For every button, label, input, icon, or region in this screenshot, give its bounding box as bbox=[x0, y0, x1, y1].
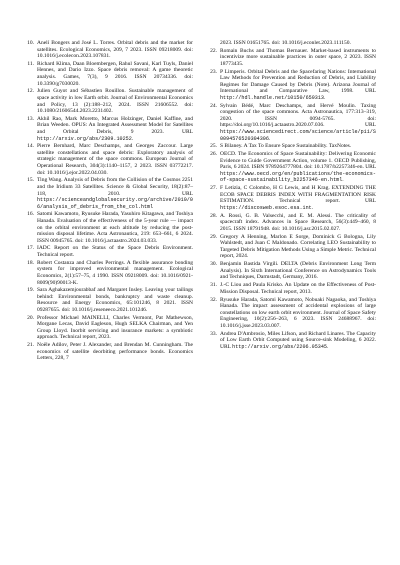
reference-text bbox=[220, 103, 376, 142]
reference-citation: Romain Buchs and Thomas Bernauer. Market-based instruments to incentivize more sustainable practices in outer space, 2 2023. ISSN 18773435. bbox=[220, 47, 376, 67]
reference-tail: . bbox=[342, 177, 344, 184]
reference-number: 25. bbox=[210, 143, 217, 150]
reference-number: 17. bbox=[27, 245, 34, 252]
reference-text bbox=[37, 88, 193, 114]
reference-number: 24. bbox=[210, 102, 217, 109]
reference-number: 22. bbox=[210, 47, 217, 54]
reference-entry bbox=[24, 342, 193, 362]
reference-citation: Noële Adilov, Peter J. Alexander, and Brendan M. Cunningham. The economics of satellite deorbiting performance bonds. Economics Letters, 228, 7 bbox=[37, 342, 193, 362]
reference-citation: OECD. The Economics of Space Sustainability: Delivering Economic Evidence to Guide Government Action, volume 1. OECD Publishing, Paris, 6 2024. ISBN 9789264777804. doi: 10.1787/b2257346-en. URL bbox=[220, 151, 376, 171]
reference-number: 16. bbox=[27, 211, 34, 218]
reference-text bbox=[37, 342, 193, 362]
reference-citation: Robert Costanza and Charles Perrings. A flexible assurance bonding system for improved environmental management. Ecological Economics, 2(1):57–75, 4 1990. ISSN 09218009. doi: 10.1016/0921-8009(90)90013-K. bbox=[37, 259, 193, 286]
reference-entry bbox=[24, 245, 193, 258]
reference-url-link[interactable]: https://www.oecd.org/en/publications/the-economics-of-space-sustainability_b2257346-en.html bbox=[220, 170, 376, 184]
reference-citation: Anelí Bongers and José L. Torres. Orbital debris and the market for satellites. Ecological Economics, 209, 7 2023. ISSN 09218009. doi: 10.1016/j.ecolecon.2023.107831. bbox=[37, 40, 193, 60]
reference-citation: Sara Aghakazemjourabbaf and Margaret Insley. Leaving your tailings behind: Environmental bonds, bankruptcy and waste cleanup. Resource and Energy Economics, 65:101246, 8 2021. ISSN 09287655. doi: 10.1016/j.reseneeco.2021.101246. bbox=[37, 287, 193, 313]
reference-entry bbox=[207, 69, 376, 102]
reference-text bbox=[37, 287, 193, 313]
reference-citation: Julien Guyot and Sébastien Rouillon. Sustainable management of space activity in low Earth orbit. Journal of Environmental Economics and Policy, 13 (2):188–212, 2024. ISSN 21606552. doi: 10.1080/21606544.2023.2231402. bbox=[37, 88, 193, 115]
reference-entry bbox=[207, 103, 376, 142]
reference-entry bbox=[207, 151, 376, 184]
reference-entry bbox=[24, 40, 193, 60]
reference-citation: Sylvain Bédé, Marc Deschamps, and Hervé Moulin. Taxing congestion of the space commons. Acta Astronautica, 177:313–319, 2020. ISSN 0094-5765. doi: https://doi.org/10.1016/j.actaastro.2020.07.036. URL bbox=[220, 102, 376, 129]
reference-text bbox=[220, 234, 376, 260]
reference-url-link[interactable]: https://discosweb.esoc.esa.int bbox=[220, 204, 312, 211]
reference-entry bbox=[24, 61, 193, 87]
reference-entry bbox=[24, 211, 193, 244]
reference-citation: S Bilaney. A Tax To Ensure Space Sustainability. TaxNotes. bbox=[220, 143, 352, 150]
reference-entry bbox=[207, 48, 376, 68]
reference-text bbox=[37, 315, 193, 341]
reference-citation: A. Rossi, G. B. Valsecchi, and E. M. Alessi. The criticality of spacecraft index. Advances in Space Research, 56(3):449–460, 8 2015. ISSN 18791948. doi: 10.1016/j.asr.2015.02.027. bbox=[220, 212, 376, 232]
reference-citation: Akhil Rao, Mark Moretto, Marcus Holzinger, Daniel Kaffine, and Brian Weeden. OPUS: An Integrated Assessment Model for Satellites and Orbital Debris, 9 2023. URL bbox=[37, 115, 193, 135]
reference-text bbox=[220, 261, 376, 281]
reference-citation: Professor Michael MAINELLI, Charles Vermont, Pat Mathewson, Morgane Lecas, David Eagleson, Hugh SELKA Chairman, and Yen Group Lloyd. Inorbit servicing and insurance markets: a symbiotic approach. Technical report, 2023. bbox=[37, 314, 193, 341]
reference-text bbox=[37, 40, 193, 60]
reference-number: 14. bbox=[27, 143, 34, 150]
reference-tail: . bbox=[311, 204, 314, 211]
reference-number: 27. bbox=[210, 185, 217, 192]
reference-entry bbox=[24, 287, 193, 313]
reference-text bbox=[220, 151, 376, 184]
reference-number: 26. bbox=[210, 151, 217, 158]
reference-number: 18. bbox=[27, 259, 34, 266]
reference-url-link[interactable]: https://www.sciencedirect.com/science/article/pii/S0094576520304306 bbox=[220, 129, 376, 142]
reference-number: 32. bbox=[210, 296, 217, 303]
reference-tail: . bbox=[131, 135, 134, 142]
reference-citation: Satomi Kawamoto, Ryusuke Harada, Yasuhiro Kitagawa, and Toshiya Hanada. Evaluation of the effectiveness of the 5-year rule — impact on the orbital environment at each altitude by reducing the post-mission disposal lifetime. Acta Astronautica, 219: 653–661, 6 2024. ISSN 00945765. doi: 10.1016/j.actaastro.2024.03.033. bbox=[37, 211, 193, 244]
reference-tail: . bbox=[268, 135, 271, 142]
reference-citation: Benjamin Bastida Virgili. DELTA (Debris Environment Long Term Analysis). In Sixth International Conference on Astrodynamics Tools and Techniques, Darmstadt, Germany, 2016. bbox=[220, 261, 376, 281]
reference-citation: 2023. ISSN 01651765. doi: 10.1016/j.econlet.2023.111150. bbox=[220, 40, 351, 46]
references-right-column bbox=[207, 40, 376, 565]
reference-entry bbox=[207, 213, 376, 233]
reference-citation: Ryusuke Harada, Satomi Kawamoto, Nobuaki Nagaoka, and Toshiya Hanada. The impact assessment of accidental explosions of large constellations on low earth orbit environment. Journal of Space Safety Engineering, 10(2):256–263, 6 2023. ISSN 24688967. doi: 10.1016/j.jsse.2023.03.007. bbox=[220, 296, 376, 329]
reference-number: 12. bbox=[27, 88, 34, 95]
reference-number: 23. bbox=[210, 68, 217, 75]
reference-citation: IADC Report on the Status of the Space Debris Environment. Technical report. bbox=[37, 245, 193, 259]
reference-url-link[interactable]: http://arxiv.org/abs/2206.05345 bbox=[232, 343, 327, 350]
reference-number: 20. bbox=[27, 314, 34, 321]
reference-number: 13. bbox=[27, 115, 34, 122]
reference-citation: F Letizia, C Colombo, H G Lewis, and H Krag. EXTENDING THE ECOB SPACE DEBRIS INDEX WITH FRAGMENTATION RISK ESTIMATION. Technical report. URL bbox=[220, 185, 376, 205]
reference-text bbox=[220, 48, 376, 68]
reference-number: 15. bbox=[27, 177, 34, 184]
reference-text bbox=[220, 185, 376, 211]
reference-entry bbox=[24, 315, 193, 341]
reference-number: 28. bbox=[210, 212, 217, 219]
reference-entry bbox=[24, 88, 193, 114]
reference-text bbox=[220, 69, 376, 102]
references-left-column bbox=[24, 40, 193, 565]
reference-entry bbox=[207, 331, 376, 351]
reference-number: 31. bbox=[210, 282, 217, 289]
reference-citation: Pierre Bernhard, Marc Deschamps, and Georges Zaccour. Large satellite constellations and space debris: Exploratory analysis of strategic management of the space commons. European Journal of Operational Research, 304(3):1140–1157, 2 2023. ISSN 03772217. doi: 10.1016/j.ejor.2022.04.030. bbox=[37, 143, 193, 176]
reference-entry bbox=[207, 185, 376, 211]
reference-number: 30. bbox=[210, 261, 217, 268]
reference-text bbox=[220, 297, 376, 330]
reference-text bbox=[37, 61, 193, 87]
reference-text bbox=[220, 40, 376, 47]
reference-entry bbox=[207, 297, 376, 330]
reference-tail: . bbox=[326, 343, 329, 350]
reference-number: 29. bbox=[210, 233, 217, 240]
reference-text bbox=[37, 116, 193, 142]
reference-text bbox=[37, 211, 193, 244]
reference-entry bbox=[207, 282, 376, 295]
reference-entry bbox=[24, 260, 193, 286]
reference-entry bbox=[207, 143, 376, 150]
reference-number: 10. bbox=[27, 40, 34, 46]
reference-entry bbox=[24, 177, 193, 210]
reference-text bbox=[37, 177, 193, 210]
reference-entry bbox=[24, 143, 193, 176]
reference-text bbox=[37, 245, 193, 258]
reference-text bbox=[37, 143, 193, 176]
reference-citation: Richard Klima, Daan Bloembergen, Rahul Savani, Karl Tuyls, Daniel Hennes, and Dario Izzo. Space debris removal: A game theoretic analysis. Games, 7(3), 9 2016. ISSN 20734336. doi: 10.3390/g7030020. bbox=[37, 60, 193, 87]
reference-url-link[interactable]: http://arxiv.org/abs/2309.10252 bbox=[37, 135, 132, 142]
reference-citation: P Limperis. Orbital Debris and the Spacefaring Nations: International Law Methods for Prevention and Reduction of Debris, and Liability Regimes for Damage Caused by Debris (Note). Arizona Journal of International and Comparative Law, 1998. URL bbox=[220, 68, 376, 95]
reference-number: 33. bbox=[210, 330, 217, 337]
reference-text bbox=[37, 260, 193, 286]
reference-entry bbox=[207, 40, 376, 47]
reference-text bbox=[220, 143, 376, 150]
reference-citation: Gregory A Henning, Marlon E Sorge, Dominick G Bologna, Lily Wahlstedt, and Juan C Maldonado. Correlating LEO Sustainability to Targeted Debris Mitigation Methods Using a Simple Metric. Technical report, 2024. bbox=[220, 233, 376, 260]
reference-url-link[interactable]: http://hdl.handle.net/10150/659313 bbox=[220, 94, 324, 101]
reference-number: 19. bbox=[27, 287, 34, 294]
reference-number: 21. bbox=[27, 342, 34, 349]
reference-text bbox=[220, 282, 376, 295]
reference-text bbox=[220, 213, 376, 233]
reference-tail: . bbox=[323, 94, 326, 101]
reference-citation: J.-C Liou and Paula Krisko. An Update on the Effectiveness of Post-Mission Disposal. Technical report, 2013. bbox=[220, 282, 376, 295]
reference-entry bbox=[207, 234, 376, 260]
reference-citation: Ting Wang. Analysis of Debris from the Collision of the Cosmos 2251 and the Iridium 33 Satellites. Science & Global Security, 18(2):87–118, 2010. URL bbox=[37, 177, 193, 197]
reference-text bbox=[220, 331, 376, 351]
reference-url-link[interactable]: https://scienceandglobalsecurity.org/archive/2010/06/analysis_of_debris_from_the_col.html bbox=[37, 197, 193, 210]
reference-citation: Andrea D'Ambrosio, Miles Lifson, and Richard Linares. The Capacity of Low Earth Orbit Computed using Source-sink Modeling, 6 2022. URL bbox=[220, 330, 376, 350]
reference-entry bbox=[207, 261, 376, 281]
reference-entry bbox=[24, 116, 193, 142]
reference-number: 11. bbox=[27, 60, 34, 67]
